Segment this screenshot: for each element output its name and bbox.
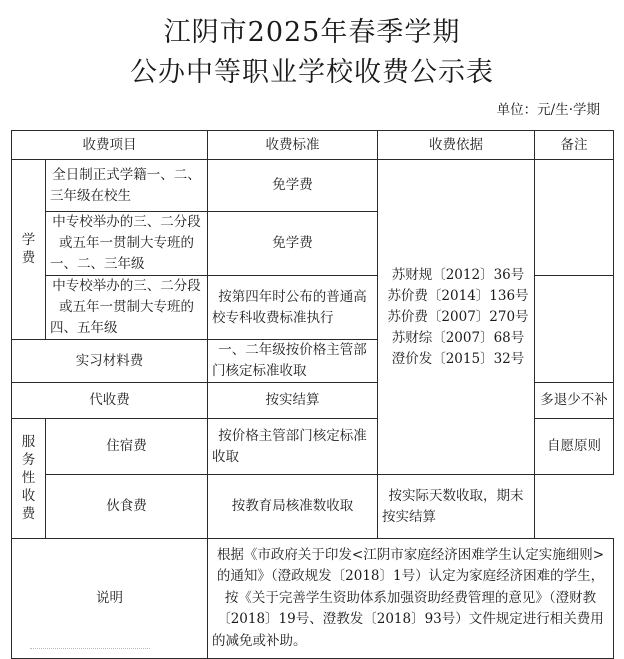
footer-divider [30,648,150,651]
group-service-label: 服务性收费 [21,433,36,522]
row7-standard: 按教育局核准数收取 [208,475,378,539]
row2-item: 中专校举办的三、二分段或五年一贯制大专班的一、二、三年级 [46,212,208,276]
note-row [12,539,614,659]
row6-item: 住宿费 [46,419,208,475]
header-standard: 收费标准 [208,131,378,160]
row5-remark: 多退少不补 [535,383,614,419]
row6-remark: 自愿原则 [535,419,614,475]
row7-item: 伙食费 [46,475,208,539]
page-title-line2: 公办中等职业学校收费公示表 [130,57,494,88]
table-header-row [12,131,614,160]
row2-standard: 免学费 [208,212,378,276]
row1-item: 全日制正式学籍一、二、三年级在校生 [46,160,208,212]
unit-label: 单位：元/生·学期 [496,102,600,118]
basis-line-4: 苏财综〔2007〕68号 [391,329,525,346]
row4-item: 实习材料费 [12,340,208,383]
row3-standard: 按第四年时公布的普通高校专科收费标准执行 [208,276,378,340]
group-tuition-label: 学费 [21,231,36,266]
table-row [12,475,614,539]
group-service [12,419,46,539]
note-label: 说明 [12,539,208,659]
note-text: 根据《市政府关于印发<江阴市家庭经济困难学生认定实施细则>的通知》（澄政规发〔2018〕1号）认定为家庭经济困难的学生，按《关于完善学生资助体系加强资助经费管理的意见》（澄财教〔2018〕19号、澄教发〔2018〕93号）文件规定进行相关费用的减免或补助。 [208,539,614,659]
basis-cell [378,160,535,475]
basis-line-5: 澄价发〔2015〕32号 [391,350,525,367]
header-basis: 收费依据 [378,131,535,160]
row4-standard: 一、二年级按价格主管部门核定标准收取 [208,340,378,383]
row7-remark: 按实际天数收取，期末按实结算 [378,475,535,539]
table-row [12,160,614,212]
fee-table [11,130,614,659]
basis-line-3: 苏价费〔2007〕270号 [387,308,529,325]
row3-item: 中专校举办的三、二分段或五年一贯制大专班的四、五年级 [46,276,208,340]
row5-item: 代收费 [12,383,208,419]
basis-line-2: 苏价费〔2014〕136号 [387,287,529,304]
row1-remark [535,160,614,276]
row5-standard: 按实结算 [208,383,378,419]
basis-line-1: 苏财规〔2012〕36号 [391,266,525,283]
group-tuition [12,160,46,340]
header-remark: 备注 [535,131,614,160]
header-item: 收费项目 [12,131,208,160]
row6-standard: 按价格主管部门核定标准收取 [208,419,378,475]
row1-standard: 免学费 [208,160,378,212]
row3-remark [535,276,614,383]
page-title-line1: 江阴市2025年春季学期 [163,17,461,48]
